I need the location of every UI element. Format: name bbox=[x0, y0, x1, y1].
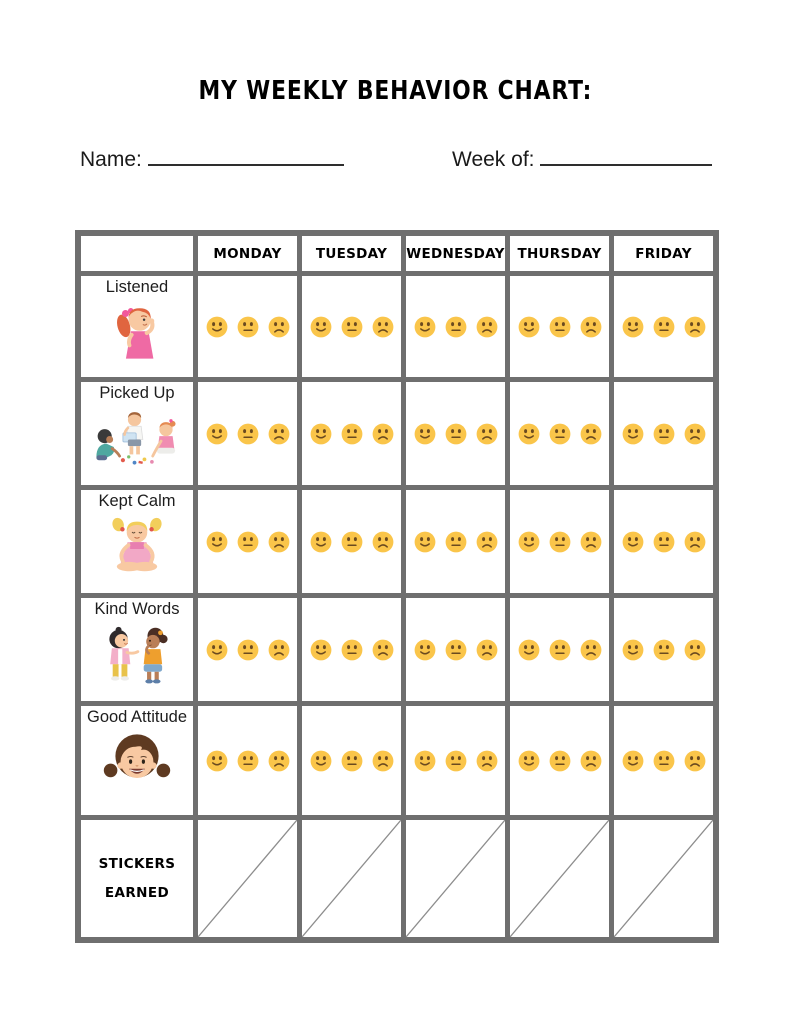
day-header-monday: MONDAY bbox=[198, 236, 297, 271]
rating-cell-kept-calm-wednesday bbox=[406, 490, 505, 593]
slightly-smiling-face-icon bbox=[622, 639, 644, 661]
day-header-thursday: THURSDAY bbox=[510, 236, 609, 271]
girl-listening-illustration bbox=[110, 302, 164, 364]
frowning-face-icon bbox=[684, 531, 706, 553]
neutral-face-icon bbox=[237, 531, 259, 553]
behavior-table bbox=[75, 230, 719, 943]
slightly-smiling-face-icon bbox=[310, 423, 332, 445]
behavior-row-listened bbox=[81, 276, 713, 377]
slightly-smiling-face-icon bbox=[310, 639, 332, 661]
rating-cell-good-attitude-thursday bbox=[510, 706, 609, 815]
neutral-face-icon bbox=[445, 531, 467, 553]
neutral-face-icon bbox=[445, 423, 467, 445]
frowning-face-icon bbox=[476, 316, 498, 338]
rating-cell-kept-calm-monday bbox=[198, 490, 297, 593]
slightly-smiling-face-icon bbox=[518, 316, 540, 338]
row-label: Picked Up bbox=[99, 384, 175, 402]
week-of-field bbox=[452, 146, 712, 172]
neutral-face-icon bbox=[341, 750, 363, 772]
frowning-face-icon bbox=[372, 531, 394, 553]
neutral-face-icon bbox=[549, 423, 571, 445]
rating-cell-kept-calm-friday bbox=[614, 490, 713, 593]
stickers-earned-row bbox=[81, 820, 713, 937]
day-header-tuesday: TUESDAY bbox=[302, 236, 401, 271]
frowning-face-icon bbox=[580, 531, 602, 553]
neutral-face-icon bbox=[237, 639, 259, 661]
kids-picking-up-toys-illustration bbox=[81, 408, 193, 466]
rating-cell-kind-words-monday bbox=[198, 598, 297, 701]
stickers-cell-thursday bbox=[510, 820, 609, 937]
rating-cell-kind-words-wednesday bbox=[406, 598, 505, 701]
frowning-face-icon bbox=[684, 639, 706, 661]
row-header-kept-calm bbox=[81, 490, 193, 593]
slightly-smiling-face-icon bbox=[518, 423, 540, 445]
frowning-face-icon bbox=[476, 531, 498, 553]
frowning-face-icon bbox=[268, 316, 290, 338]
row-label: Kind Words bbox=[94, 600, 180, 618]
stickers-earned-label: EARNED bbox=[104, 884, 170, 901]
row-header-good-attitude bbox=[81, 706, 193, 815]
page-title bbox=[0, 76, 791, 106]
frowning-face-icon bbox=[372, 750, 394, 772]
stickers-cell-tuesday bbox=[302, 820, 401, 937]
slightly-smiling-face-icon bbox=[414, 423, 436, 445]
slightly-smiling-face-icon bbox=[414, 750, 436, 772]
stickers-cell-friday bbox=[614, 820, 713, 937]
neutral-face-icon bbox=[445, 639, 467, 661]
neutral-face-icon bbox=[237, 423, 259, 445]
slightly-smiling-face-icon bbox=[622, 531, 644, 553]
frowning-face-icon bbox=[580, 750, 602, 772]
slightly-smiling-face-icon bbox=[206, 531, 228, 553]
rating-cell-picked-up-friday bbox=[614, 382, 713, 485]
row-header-listened bbox=[81, 276, 193, 377]
slightly-smiling-face-icon bbox=[622, 316, 644, 338]
frowning-face-icon bbox=[476, 423, 498, 445]
slightly-smiling-face-icon bbox=[518, 639, 540, 661]
rating-cell-listened-friday bbox=[614, 276, 713, 377]
rating-cell-picked-up-wednesday bbox=[406, 382, 505, 485]
neutral-face-icon bbox=[445, 316, 467, 338]
neutral-face-icon bbox=[549, 316, 571, 338]
corner-cell bbox=[81, 236, 193, 271]
stickers-earned-label: STICKERS bbox=[98, 856, 176, 873]
slightly-smiling-face-icon bbox=[206, 423, 228, 445]
diagonal-line bbox=[302, 820, 401, 937]
neutral-face-icon bbox=[653, 316, 675, 338]
slightly-smiling-face-icon bbox=[414, 316, 436, 338]
neutral-face-icon bbox=[549, 750, 571, 772]
rating-cell-kind-words-thursday bbox=[510, 598, 609, 701]
page-title-text: MY WEEKLY BEHAVIOR CHART: bbox=[198, 76, 593, 106]
rating-cell-listened-thursday bbox=[510, 276, 609, 377]
day-header-wednesday: WEDNESDAY bbox=[406, 236, 505, 271]
frowning-face-icon bbox=[372, 423, 394, 445]
rating-cell-listened-monday bbox=[198, 276, 297, 377]
week-of-blank-line bbox=[540, 146, 712, 166]
stickers-cell-monday bbox=[198, 820, 297, 937]
name-field bbox=[80, 146, 344, 172]
frowning-face-icon bbox=[684, 423, 706, 445]
rating-cell-good-attitude-tuesday bbox=[302, 706, 401, 815]
slightly-smiling-face-icon bbox=[518, 750, 540, 772]
neutral-face-icon bbox=[341, 531, 363, 553]
neutral-face-icon bbox=[653, 423, 675, 445]
frowning-face-icon bbox=[372, 316, 394, 338]
neutral-face-icon bbox=[549, 639, 571, 661]
rating-cell-good-attitude-monday bbox=[198, 706, 297, 815]
kids-talking-illustration bbox=[95, 624, 179, 686]
day-header-friday: FRIDAY bbox=[614, 236, 713, 271]
neutral-face-icon bbox=[549, 531, 571, 553]
rating-cell-listened-tuesday bbox=[302, 276, 401, 377]
frowning-face-icon bbox=[580, 639, 602, 661]
neutral-face-icon bbox=[341, 423, 363, 445]
neutral-face-icon bbox=[237, 750, 259, 772]
slightly-smiling-face-icon bbox=[622, 750, 644, 772]
stickers-cell-wednesday bbox=[406, 820, 505, 937]
rating-cell-good-attitude-wednesday bbox=[406, 706, 505, 815]
frowning-face-icon bbox=[372, 639, 394, 661]
rating-cell-kept-calm-tuesday bbox=[302, 490, 401, 593]
neutral-face-icon bbox=[653, 750, 675, 772]
behavior-row-kept-calm bbox=[81, 490, 713, 593]
diagonal-line bbox=[614, 820, 713, 937]
slightly-smiling-face-icon bbox=[310, 531, 332, 553]
neutral-face-icon bbox=[237, 316, 259, 338]
rating-cell-picked-up-thursday bbox=[510, 382, 609, 485]
slightly-smiling-face-icon bbox=[310, 750, 332, 772]
slightly-smiling-face-icon bbox=[310, 316, 332, 338]
neutral-face-icon bbox=[341, 316, 363, 338]
diagonal-line bbox=[406, 820, 505, 937]
day-header-row bbox=[81, 236, 713, 271]
rating-cell-kept-calm-thursday bbox=[510, 490, 609, 593]
rating-cell-picked-up-monday bbox=[198, 382, 297, 485]
slightly-smiling-face-icon bbox=[622, 423, 644, 445]
frowning-face-icon bbox=[684, 316, 706, 338]
behavior-row-kind-words bbox=[81, 598, 713, 701]
diagonal-line bbox=[510, 820, 609, 937]
girl-smiling-face-illustration bbox=[97, 732, 177, 788]
slightly-smiling-face-icon bbox=[414, 639, 436, 661]
rating-cell-good-attitude-friday bbox=[614, 706, 713, 815]
diagonal-line bbox=[198, 820, 297, 937]
frowning-face-icon bbox=[476, 639, 498, 661]
row-label: Kept Calm bbox=[98, 492, 176, 510]
neutral-face-icon bbox=[341, 639, 363, 661]
frowning-face-icon bbox=[580, 423, 602, 445]
neutral-face-icon bbox=[653, 639, 675, 661]
slightly-smiling-face-icon bbox=[206, 639, 228, 661]
neutral-face-icon bbox=[445, 750, 467, 772]
frowning-face-icon bbox=[476, 750, 498, 772]
row-header-kind-words bbox=[81, 598, 193, 701]
rating-cell-kind-words-tuesday bbox=[302, 598, 401, 701]
name-label: Name: bbox=[80, 148, 142, 171]
rating-cell-picked-up-tuesday bbox=[302, 382, 401, 485]
behavior-row-good-attitude bbox=[81, 706, 713, 815]
slightly-smiling-face-icon bbox=[206, 316, 228, 338]
behavior-row-picked-up bbox=[81, 382, 713, 485]
row-label: Listened bbox=[105, 278, 169, 296]
name-blank-line bbox=[148, 146, 344, 166]
rating-cell-listened-wednesday bbox=[406, 276, 505, 377]
frowning-face-icon bbox=[268, 531, 290, 553]
frowning-face-icon bbox=[684, 750, 706, 772]
girl-meditating-illustration bbox=[99, 516, 175, 576]
frowning-face-icon bbox=[268, 750, 290, 772]
stickers-earned-header bbox=[81, 820, 193, 937]
row-header-picked-up bbox=[81, 382, 193, 485]
neutral-face-icon bbox=[653, 531, 675, 553]
rating-cell-kind-words-friday bbox=[614, 598, 713, 701]
slightly-smiling-face-icon bbox=[206, 750, 228, 772]
week-of-label: Week of: bbox=[452, 148, 535, 171]
row-label: Good Attitude bbox=[87, 708, 187, 726]
slightly-smiling-face-icon bbox=[414, 531, 436, 553]
frowning-face-icon bbox=[580, 316, 602, 338]
frowning-face-icon bbox=[268, 423, 290, 445]
frowning-face-icon bbox=[268, 639, 290, 661]
slightly-smiling-face-icon bbox=[518, 531, 540, 553]
